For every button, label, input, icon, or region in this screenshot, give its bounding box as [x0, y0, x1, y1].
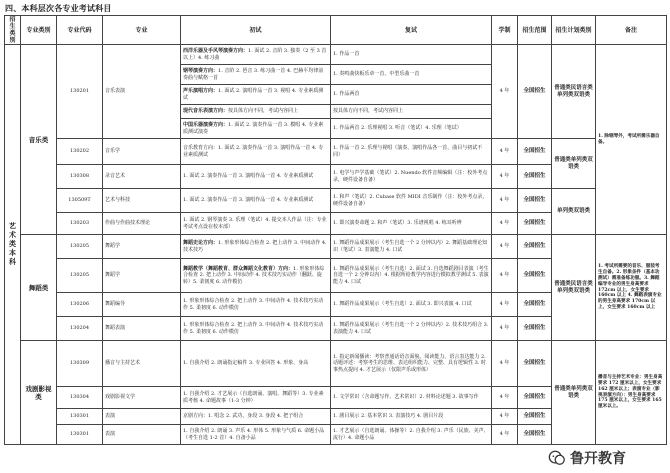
initial-cell: 声乐演唱方向：1. 面试 2. 演唱作品一首 3. 视唱 4. 专业素质测试 — [181, 85, 331, 105]
initial-cell: 现代音乐表演方向：按具体方向不同，考试内容同上 — [181, 105, 331, 119]
duration-cell: 4 年 — [492, 425, 518, 445]
header-category: 专业类别 — [21, 16, 57, 45]
duration-cell: 4 年 — [492, 293, 518, 317]
retest-cell: 1. 电学与声学基础（笔试）2. Nuendo 软件音频编辑（注：校外考点录，硬件设备自备） — [331, 165, 492, 189]
code-cell: 130301 — [57, 409, 103, 425]
initial-cell: 钢琴演奏方向：1. 音阶 2. 琶音 3. 练习曲一首 4. 巴赫平均律前奏曲与赋格一首 — [181, 65, 331, 85]
retest-cell: 1. 作品两首 — [331, 85, 492, 105]
initial-cell: 舞蹈教学（舞蹈教育、群众舞蹈文化教育）方向：1. 形象形体综合检查 2. 把上动作 3. 中间动作 4. 技术技巧实动作（翻跃、旋转）5. 柔韧度 6. 动作模仿 — [181, 259, 331, 293]
major-cell: 音乐表演 — [103, 45, 181, 139]
scope-cell: 全国招生 — [518, 213, 552, 235]
retest-cell: 1. 奏鸣曲快板乐章一首，中型乐曲一首 — [331, 65, 492, 85]
duration-cell: 4 年 — [492, 189, 518, 213]
initial-cell: 中国乐器演奏方向：1. 面试 2. 演奏作品一首 3. 模唱 4. 专业素质测试演奏 — [181, 119, 331, 139]
plan-type-cell: 普通类单列类双语类 — [552, 341, 596, 445]
initial-cell: 西洋乐器及手风琴演奏方向：1. 面试 2. 音阶 3. 独奏（2 至 3 首以上）4. 练习曲 — [181, 45, 331, 65]
duration-cell: 4 年 — [492, 139, 518, 165]
initial-cell: 1. 面试 2. 演奏作品一首 3. 演唱作品一首 4. 专业素质测试 — [181, 189, 331, 213]
scope-cell: 全国招生 — [518, 409, 552, 425]
retest-cell: 1. 舞蹈作品成果展示（考生自选一个 2 分钟以内）2. 舞蹈基础理论知识（笔试）3. 表演能力 4. 口试 — [331, 235, 492, 259]
major-cell: 戏剧影视文学 — [103, 387, 181, 409]
major-cell: 舞蹈学 — [103, 259, 181, 293]
major-cell: 艺术与科技 — [103, 189, 181, 213]
table-row — [5, 45, 667, 65]
plan-type-cell: 普通类民语言类单列类双语类 — [552, 235, 596, 341]
scope-cell: 全国招生 — [518, 341, 552, 387]
cohort-cell: 艺术类本科 — [5, 45, 21, 445]
initial-cell: 1. 形象形体综合检查 2. 把上动作 3. 中间动作 4. 技术技巧实动作 5. 柔韧度 6. 动作模仿 — [181, 317, 331, 341]
code-cell: 130206 — [57, 293, 103, 317]
retest-cell: 1. 舞蹈作品成果展示（考生自选）2. 面试 3. 自选舞蹈剧目表演（考生自选一个 2 分钟以内）4. 根据所给教学内容进行模拟教学测试 5. 表演能力 4. 口试 — [331, 259, 492, 293]
code-cell: 130205 — [57, 235, 103, 259]
initial-cell: 1. 面试 2. 钢琴演奏 3. 乐理（笔试）4. 提交本人作品（注：专业考试考点设在校本部） — [181, 213, 331, 235]
major-cell: 表演 — [103, 409, 181, 425]
retest-cell: 1. 舞蹈作品成果展示（考生自选一个 2 分钟以内）2. 技术技巧组合 3. 表演能力 4. 口试 — [331, 317, 492, 341]
plan-type-cell: 普通类单列类双语类 — [552, 139, 596, 189]
major-cell: 作曲与作曲技术理论 — [103, 213, 181, 235]
code-cell: 130308 — [57, 165, 103, 189]
initial-cell: 1. 形象形体综合检查 2. 把上动作 3. 中间动作 4. 技术技巧实动作 5. 柔韧度 6. 动作模仿 — [181, 293, 331, 317]
initial-cell: 1. 面试 2. 演奏作品一首 3. 演唱作品一首 4. 专业素质测试 — [181, 165, 331, 189]
watermark-text: 鲁幵教育 — [570, 451, 626, 467]
retest-cell: 1. 作品一首 — [331, 45, 492, 65]
duration-cell: 4 年 — [492, 45, 518, 139]
retest-cell: 按具体方向不同，考试内容同上 — [331, 105, 492, 119]
header-major: 专业 — [103, 16, 181, 45]
code-cell: 130301 — [57, 425, 103, 445]
initial-cell: 1. 自我介绍 2. 朗诵指定稿件 3. 专业回答 4. 形象、身高 — [181, 341, 331, 387]
remark-drama: 播音与主持艺术专业：男生身高要求 172 厘米以上，女生要求 162 厘米以上；表演专业（影视表演方向）：男生身高要求 175 厘米以上，女生要求 165 厘米以上。 — [596, 341, 667, 445]
retest-cell: 1. 作品两首 2. 乐理视唱 3. 听音（笔试）4. 乐理（笔试） — [331, 119, 492, 139]
retest-cell: 1. 作品一首 2. 乐理与视唱（演奏、演唱作品各一首，曲目与初试不同） — [331, 139, 492, 165]
plan-type-cell: 单列类双语类 — [552, 189, 596, 235]
initial-cell: 1. 自我介绍 2. 朗诵 3. 声乐 4. 形体 5. 形象与气质 6. 命题小品（考生自选 1-2 首）4. 自备小品 — [181, 425, 331, 445]
scope-cell: 全国招生 — [518, 259, 552, 293]
header-plan-type: 招生计划类别 — [552, 16, 596, 45]
code-cell: 130201 — [57, 45, 103, 139]
duration-cell: 4 年 — [492, 317, 518, 341]
duration-cell: 4 年 — [492, 165, 518, 189]
table-row — [5, 341, 667, 387]
major-cell: 舞蹈表演 — [103, 317, 181, 341]
major-cell: 舞蹈学 — [103, 235, 181, 259]
scope-cell: 全国招生 — [518, 235, 552, 259]
retest-cell: 1. 和声（笔试）2. Cubase 软件 MIDI 音乐制作（注：校外考点录，硬件设备自备） — [331, 189, 492, 213]
initial-cell: 音乐教育方向：1. 面试 2. 演奏作品一首 3. 演唱作品一首 4. 专业素质测试 — [181, 139, 331, 165]
major-cell: 舞蹈编导 — [103, 293, 181, 317]
header-duration: 学制 — [492, 16, 518, 45]
duration-cell: 4 年 — [492, 409, 518, 425]
table-row — [5, 235, 667, 259]
header-code: 专业代码 — [57, 16, 103, 45]
scope-cell: 全国招生 — [518, 425, 552, 445]
watermark — [548, 446, 666, 470]
code-cell: 130203 — [57, 213, 103, 235]
scope-cell: 全国招生 — [518, 189, 552, 213]
category-music: 音乐类 — [21, 45, 57, 235]
duration-cell: 4 年 — [492, 341, 518, 387]
table-header-row — [5, 16, 667, 45]
table-row — [5, 139, 667, 165]
retest-cell: 1. 才艺展示（自选朗诵、体操等）2. 自我介绍 3. 声乐（民族、美声、流行）4. 命题小品 — [331, 425, 492, 445]
section-title: 四、本科层次各专业考试科目 — [5, 4, 112, 13]
exam-subjects-table — [4, 15, 667, 445]
major-cell: 音乐学 — [103, 139, 181, 165]
chat-bubble-icon — [548, 449, 566, 467]
scope-cell: 全国招生 — [518, 317, 552, 341]
header-cohort: 招生类别 — [5, 16, 21, 45]
code-cell: 130304 — [57, 387, 103, 409]
retest-cell: 1. 即兴演奏命题 2. 和声（笔试）3. 乐谱视唱 4. 练耳听辨 — [331, 213, 492, 235]
duration-cell: 4 年 — [492, 235, 518, 259]
code-cell: 130202 — [57, 139, 103, 165]
code-cell: 130509T — [57, 189, 103, 213]
scope-cell: 全国招生 — [518, 293, 552, 317]
retest-cell: 1. 文学常识（含命题写作、艺术常识）2. 材料论述题 3. 故事写作 — [331, 387, 492, 409]
header-retest: 复试 — [331, 16, 492, 45]
table-row — [5, 189, 667, 213]
initial-cell: 1. 自我介绍 2. 才艺展示（自选朗诵、演唱、舞蹈等）3. 专业素质考核 4. 命题故事（1-3 分钟） — [181, 387, 331, 409]
duration-cell: 4 年 — [492, 213, 518, 235]
initial-cell: 京剧方向：1. 唱念 2. 武功、身段 3. 身段 4. 把子组合 — [181, 409, 331, 425]
scope-cell: 全国招生 — [518, 165, 552, 189]
plan-type-cell: 普通类民语言类单列类双语类 — [552, 45, 596, 139]
duration-cell: 4 年 — [492, 259, 518, 293]
header-remarks: 备注 — [596, 16, 667, 45]
category-drama: 戏剧影视类 — [21, 341, 57, 445]
scope-cell: 全国招生 — [518, 45, 552, 139]
retest-cell: 1. 剧目展示 2. 基本常识 3. 表演技巧 4. 剧目片段 — [331, 409, 492, 425]
major-cell: 播音与主持艺术 — [103, 341, 181, 387]
initial-cell: 舞蹈史论方向：1. 形象形体综合检查 2. 把上动作 3. 中间动作 4. 技术技巧 — [181, 235, 331, 259]
duration-cell: 4 年 — [492, 387, 518, 409]
major-cell: 录音艺术 — [103, 165, 181, 189]
major-cell: 表演 — [103, 425, 181, 445]
code-cell: 130309 — [57, 341, 103, 387]
header-scope: 招生范围 — [518, 16, 552, 45]
retest-cell: 1. 指定新闻播读：考察普通话语音面貌、阅读能力、语言表达能力 2. 话题评述：考察考生的思维、表达组织能力、完整、具有逻辑性 3. 时事热点提问 4. 才艺展示（仅限声乐或形体） — [331, 341, 492, 387]
scope-cell: 全国招生 — [518, 387, 552, 409]
remark-music: 1. 除钢琴外，考试所需乐器自备。 — [596, 45, 667, 235]
remark-dance: 1. 考试所需要的音乐、服装考生自备。2. 形象条件（基本功测试）需准备练功服。3. 舞蹈编导专业的男生身高要求 172cm 以上，女生要求 160cm 以上 4. 舞蹈表演专业的男生身高要求 170cm 以上，女生要求 160cm 以上 — [596, 235, 667, 341]
category-dance: 舞蹈类 — [21, 235, 57, 341]
retest-cell: 1. 舞蹈作品成果展示（考生自选）2. 面试 3. 即兴表演 4. 口试 — [331, 293, 492, 317]
header-initial: 初试 — [181, 16, 331, 45]
code-cell: 130204 — [57, 317, 103, 341]
code-cell: 130205 — [57, 259, 103, 293]
scope-cell: 全国招生 — [518, 139, 552, 165]
